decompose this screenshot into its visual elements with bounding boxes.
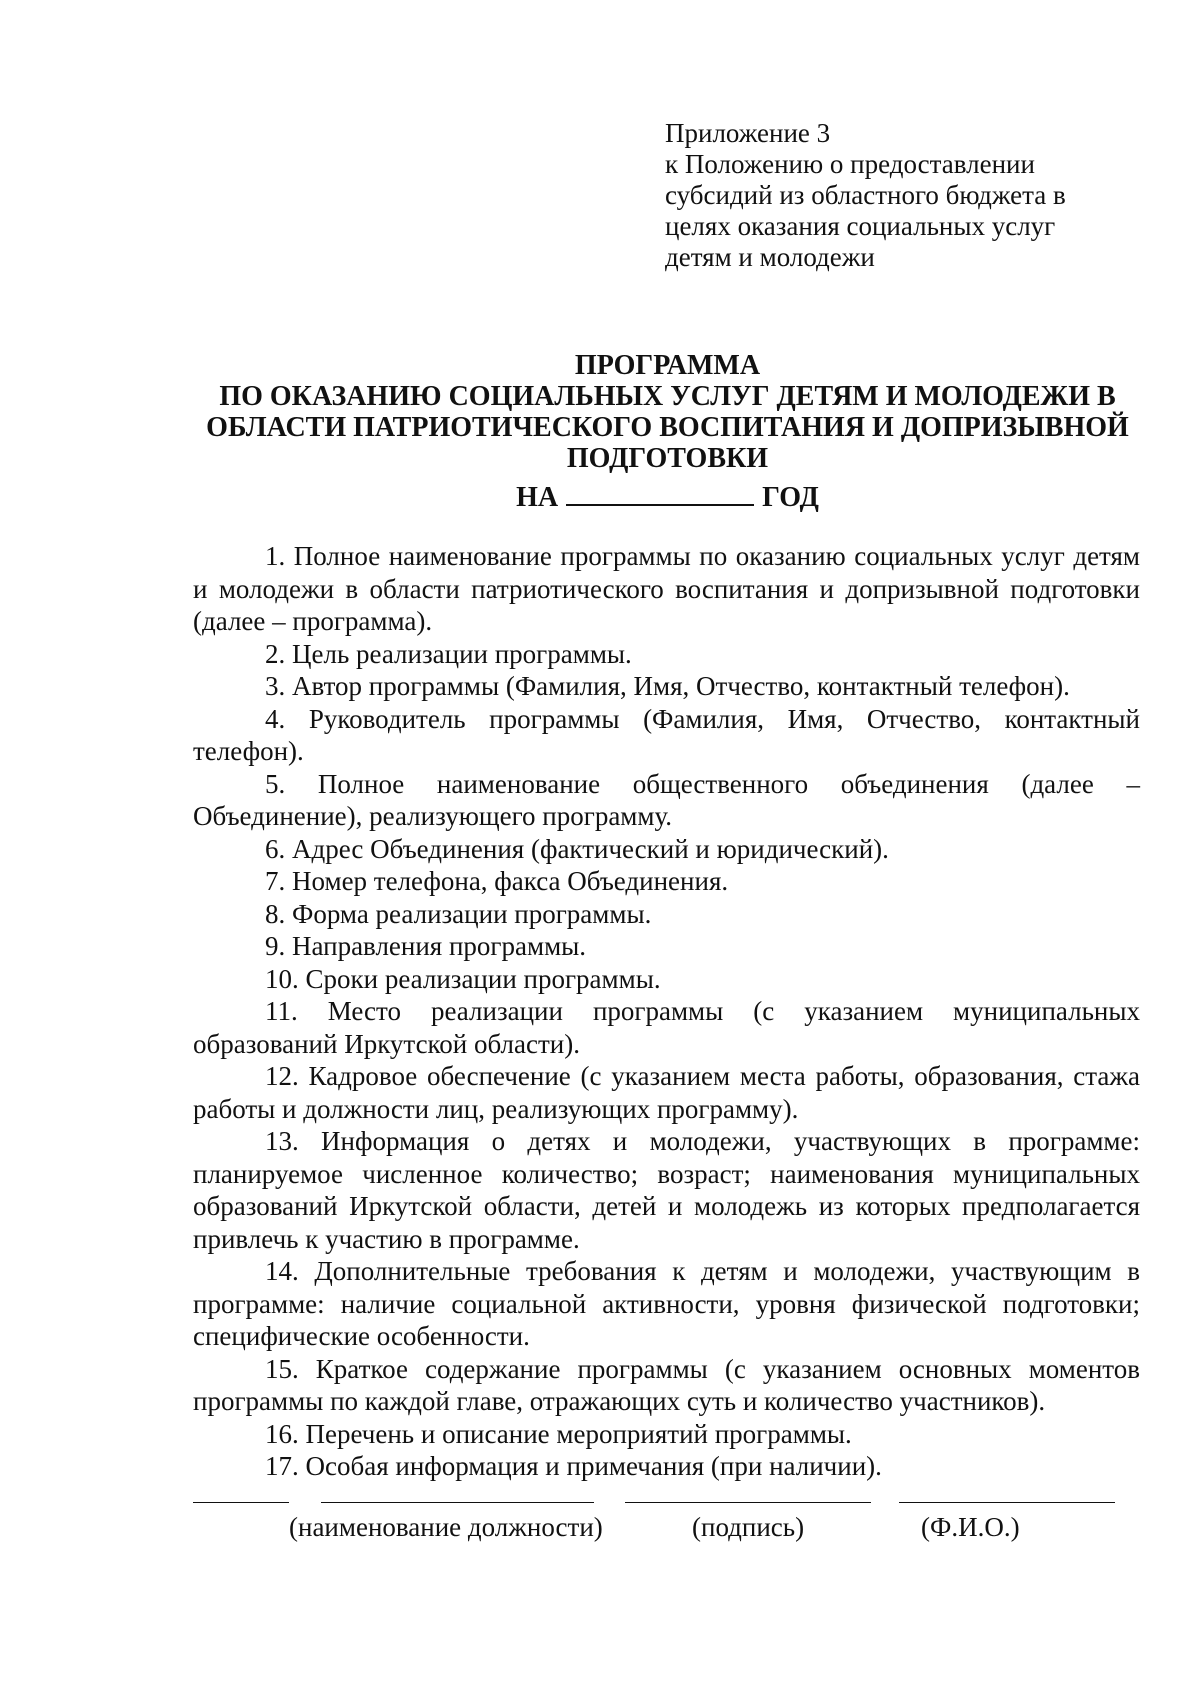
list-item: 16. Перечень и описание мероприятий программы. xyxy=(265,1418,852,1449)
list-item: 6. Адрес Объединения (фактический и юридический). xyxy=(265,833,889,864)
list-item: 15. Краткое содержание программы (с указанием основных моментов программы по каждой главе, отражающих суть и количество участников). xyxy=(193,1353,1140,1416)
list-item: 17. Особая информация и примечания (при наличии). xyxy=(265,1451,882,1481)
position-line[interactable] xyxy=(321,1502,594,1503)
signature-block xyxy=(193,1502,1140,1562)
list-item: 11. Место реализации программы (с указанием муниципальных образований Иркутской области). xyxy=(193,996,1140,1059)
list-item: 10. Сроки реализации программы. xyxy=(265,963,661,994)
appendix-line: детям и молодежи xyxy=(665,242,875,272)
list-item: 3. Автор программы (Фамилия, Имя, Отчество, контактный телефон). xyxy=(265,671,1070,701)
signature-line-segment xyxy=(193,1502,289,1503)
signature-label: (подпись) xyxy=(692,1512,805,1542)
list-item: 7. Номер телефона, факса Объединения. xyxy=(265,866,729,896)
list-item: 12. Кадровое обеспечение (с указанием места работы, образования, стажа работы и должности лиц, реализующих программу). xyxy=(193,1061,1140,1124)
title-line: ПО ОКАЗАНИЮ СОЦИАЛЬНЫХ УСЛУГ ДЕТЯМ И МОЛОДЕЖИ В xyxy=(219,381,1116,412)
title-year-line xyxy=(175,478,1160,513)
list-item: 5. Полное наименование общественного объединения (далее – Объединение), реализующего программу. xyxy=(193,768,1140,831)
title-na: НА xyxy=(516,482,559,513)
appendix-line: Приложение 3 xyxy=(665,118,831,148)
document-title xyxy=(175,350,1160,513)
title-line: ПРОГРАММА xyxy=(574,350,761,381)
name-line[interactable] xyxy=(899,1502,1115,1503)
list-item: 2. Цель реализации программы. xyxy=(265,638,632,669)
title-line: ПОДГОТОВКИ xyxy=(566,443,769,474)
appendix-line: субсидий из областного бюджета в xyxy=(665,180,1066,210)
program-items xyxy=(193,540,1140,1483)
appendix-line: целях оказания социальных услуг xyxy=(665,211,1056,241)
name-label: (Ф.И.О.) xyxy=(921,1512,1020,1542)
title-year: ГОД xyxy=(762,482,819,513)
title-line: ОБЛАСТИ ПАТРИОТИЧЕСКОГО ВОСПИТАНИЯ И ДОПРИЗЫВНОЙ xyxy=(206,412,1129,443)
signature-line[interactable] xyxy=(625,1502,871,1503)
list-item: 1. Полное наименование программы по оказанию социальных услуг детям и молодежи в области патриотического воспитания и допризывной подготовки (далее – программа). xyxy=(193,541,1140,636)
list-item: 9. Направления программы. xyxy=(265,931,587,961)
position-label: (наименование должности) xyxy=(289,1512,603,1542)
list-item: 8. Форма реализации программы. xyxy=(265,898,652,929)
appendix-note xyxy=(665,118,1135,273)
appendix-line: к Положению о предоставлении xyxy=(665,149,1035,179)
year-blank-field[interactable] xyxy=(566,478,754,506)
list-item: 4. Руководитель программы (Фамилия, Имя, Отчество, контактный телефон). xyxy=(193,703,1140,766)
list-item: 14. Дополнительные требования к детям и молодежи, участвующим в программе: наличие социальной активности, уровня физической подготовки; специфические особенности. xyxy=(193,1256,1140,1351)
list-item: 13. Информация о детях и молодежи, участвующих в программе: планируемое численное количество; возраст; наименования муниципальных образований Иркутской области, детей и молодежь из которых предполагается привлечь к участию в программе. xyxy=(193,1126,1140,1254)
